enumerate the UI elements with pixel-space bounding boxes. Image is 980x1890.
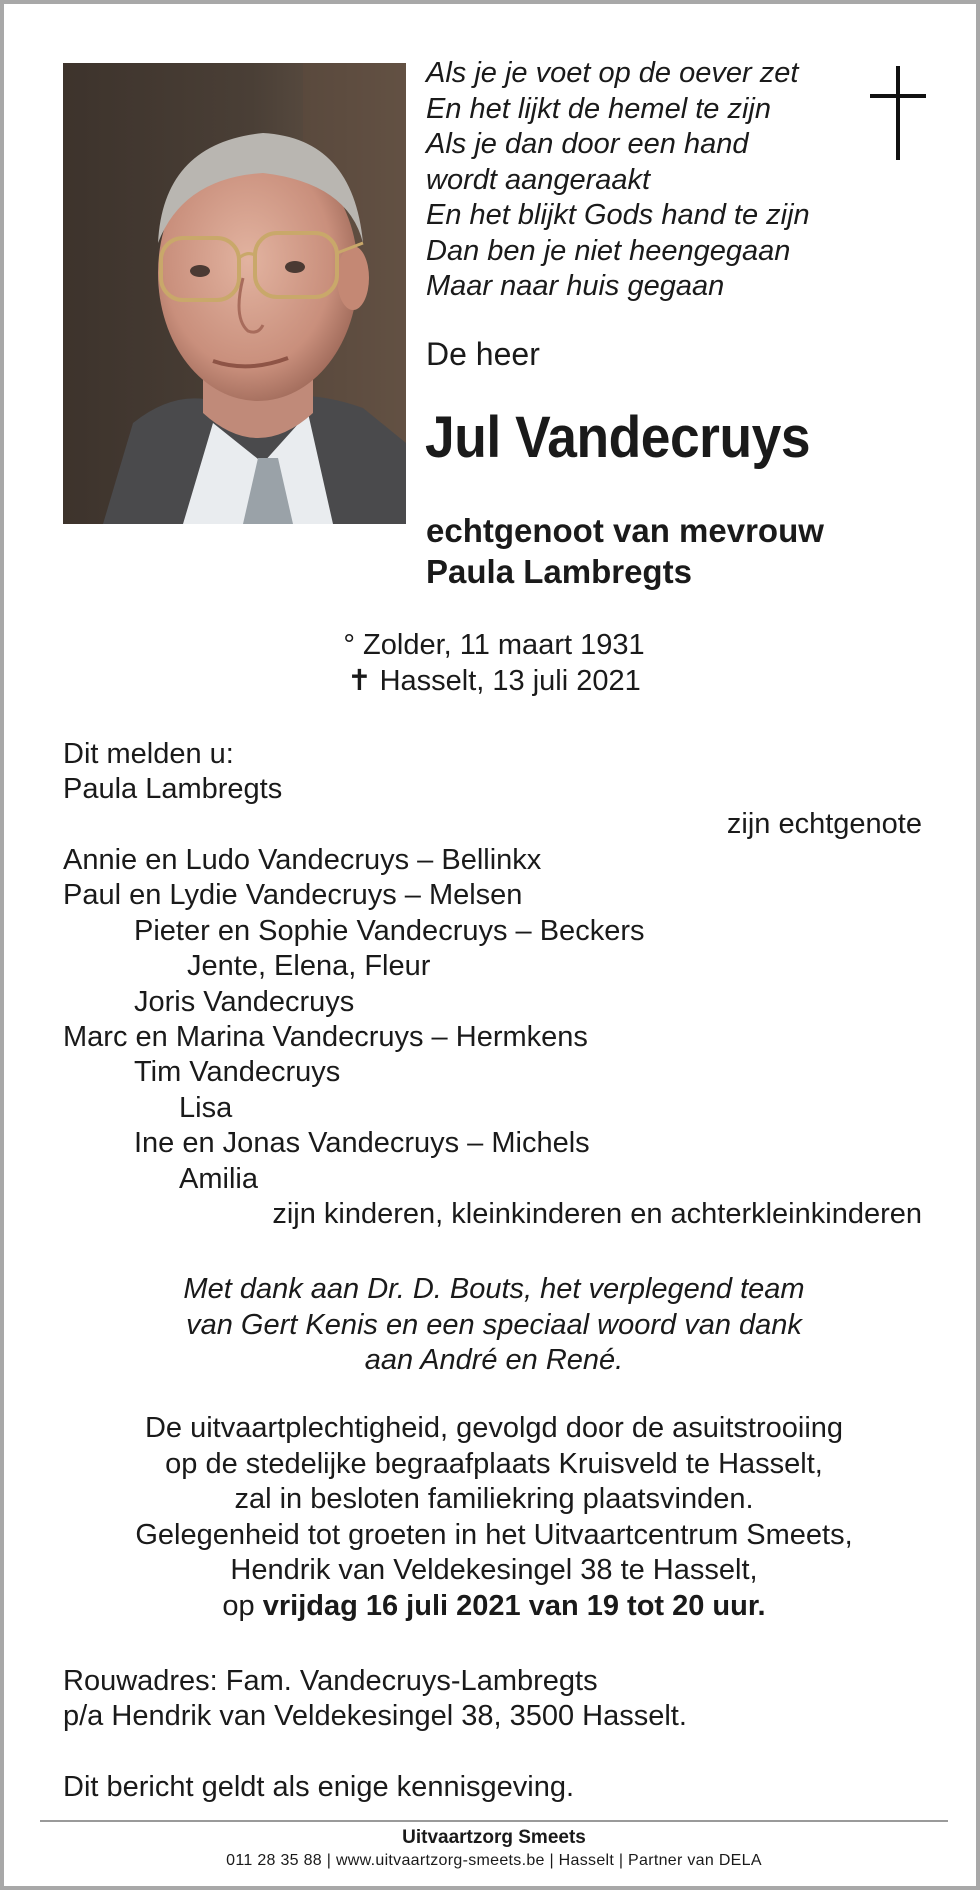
- spouse-role: zijn echtgenote: [726, 808, 922, 840]
- poem-line: Als je je voet op de oever zet: [426, 57, 799, 89]
- family-member: Paul en Lydie Vandecruys – Melsen: [63, 879, 523, 911]
- ceremony-line: op de stedelijke begraafplaats Kruisveld te Hasselt,: [165, 1447, 823, 1480]
- deceased-name: Jul Vandecruys: [425, 405, 811, 470]
- death-date: ✝ Hasselt, 13 juli 2021: [347, 664, 641, 697]
- ceremony-date-prefix: op: [222, 1589, 255, 1622]
- mourning-address-line-1: Rouwadres: Fam. Vandecruys-Lambregts: [63, 1665, 598, 1697]
- family-member: Marc en Marina Vandecruys – Hermkens: [63, 1021, 588, 1053]
- poem-line: Maar naar huis gegaan: [426, 270, 725, 302]
- ceremony-line: De uitvaartplechtigheid, gevolgd door de asuitstrooiing: [144, 1412, 844, 1444]
- footer-divider: [40, 1820, 948, 1822]
- thanks-line: aan André en René.: [364, 1344, 624, 1376]
- funeral-home-contact: 011 28 35 88 | www.uitvaartzorg-smeets.be | Hasselt | Partner van DELA: [226, 1852, 762, 1869]
- ceremony-line: Hendrik van Veldekesingel 38 te Hasselt,: [230, 1554, 758, 1586]
- family-member: Amilia: [179, 1163, 258, 1195]
- poem-line: En het blijkt Gods hand te zijn: [426, 199, 810, 231]
- portrait-photo: [63, 63, 406, 524]
- family-member: Lisa: [179, 1092, 233, 1124]
- notice: Dit bericht geldt als enige kennisgeving.: [63, 1771, 575, 1803]
- thanks-line: Met dank aan Dr. D. Bouts, het verplegend team: [183, 1273, 805, 1305]
- ceremony-details: [4, 1411, 980, 1624]
- spouse-line-2: Paula Lambregts: [426, 553, 692, 590]
- family-member: Ine en Jonas Vandecruys – Michels: [134, 1127, 590, 1159]
- life-dates: [4, 628, 980, 699]
- thanks-message: [4, 1272, 980, 1379]
- ceremony-line: zal in besloten familiekring plaatsvinden.: [234, 1483, 754, 1515]
- poem-line: En het lijkt de hemel te zijn: [426, 92, 771, 125]
- announcement-intro: Dit melden u:: [63, 738, 234, 770]
- funeral-home-name: Uitvaartzorg Smeets: [402, 1827, 586, 1848]
- portrait-image: [63, 63, 406, 524]
- mourning-address-line-2: p/a Hendrik van Veldekesingel 38, 3500 Hasselt.: [63, 1700, 687, 1732]
- spouse-name: Paula Lambregts: [63, 773, 283, 805]
- family-member: Annie en Ludo Vandecruys – Bellinkx: [63, 844, 542, 876]
- poem-line: Als je dan door een hand: [426, 128, 749, 160]
- poem-line: wordt aangeraakt: [426, 163, 651, 196]
- ceremony-date-line: [4, 1589, 980, 1625]
- thanks-line: van Gert Kenis en een speciaal woord van dank: [186, 1308, 802, 1341]
- spouse-info: [426, 510, 824, 592]
- family-role: zijn kinderen, kleinkinderen en achterkleinkinderen: [272, 1198, 922, 1230]
- poem: [426, 56, 866, 305]
- family-member: Joris Vandecruys: [134, 986, 355, 1018]
- birth-date: ° Zolder, 11 maart 1931: [343, 629, 645, 661]
- ceremony-line: Gelegenheid tot groeten in het Uitvaartcentrum Smeets,: [135, 1518, 853, 1551]
- ceremony-date: vrijdag 16 juli 2021 van 19 tot 20 uur.: [262, 1589, 766, 1622]
- family-member: Pieter en Sophie Vandecruys – Beckers: [134, 915, 645, 947]
- family-member: Jente, Elena, Fleur: [187, 950, 431, 982]
- cross-icon: [868, 64, 928, 164]
- poem-line: Dan ben je niet heengegaan: [426, 234, 791, 267]
- honorific: De heer: [426, 336, 540, 372]
- family-member: Tim Vandecruys: [134, 1056, 341, 1088]
- spouse-line-1: echtgenoot van mevrouw: [426, 512, 824, 549]
